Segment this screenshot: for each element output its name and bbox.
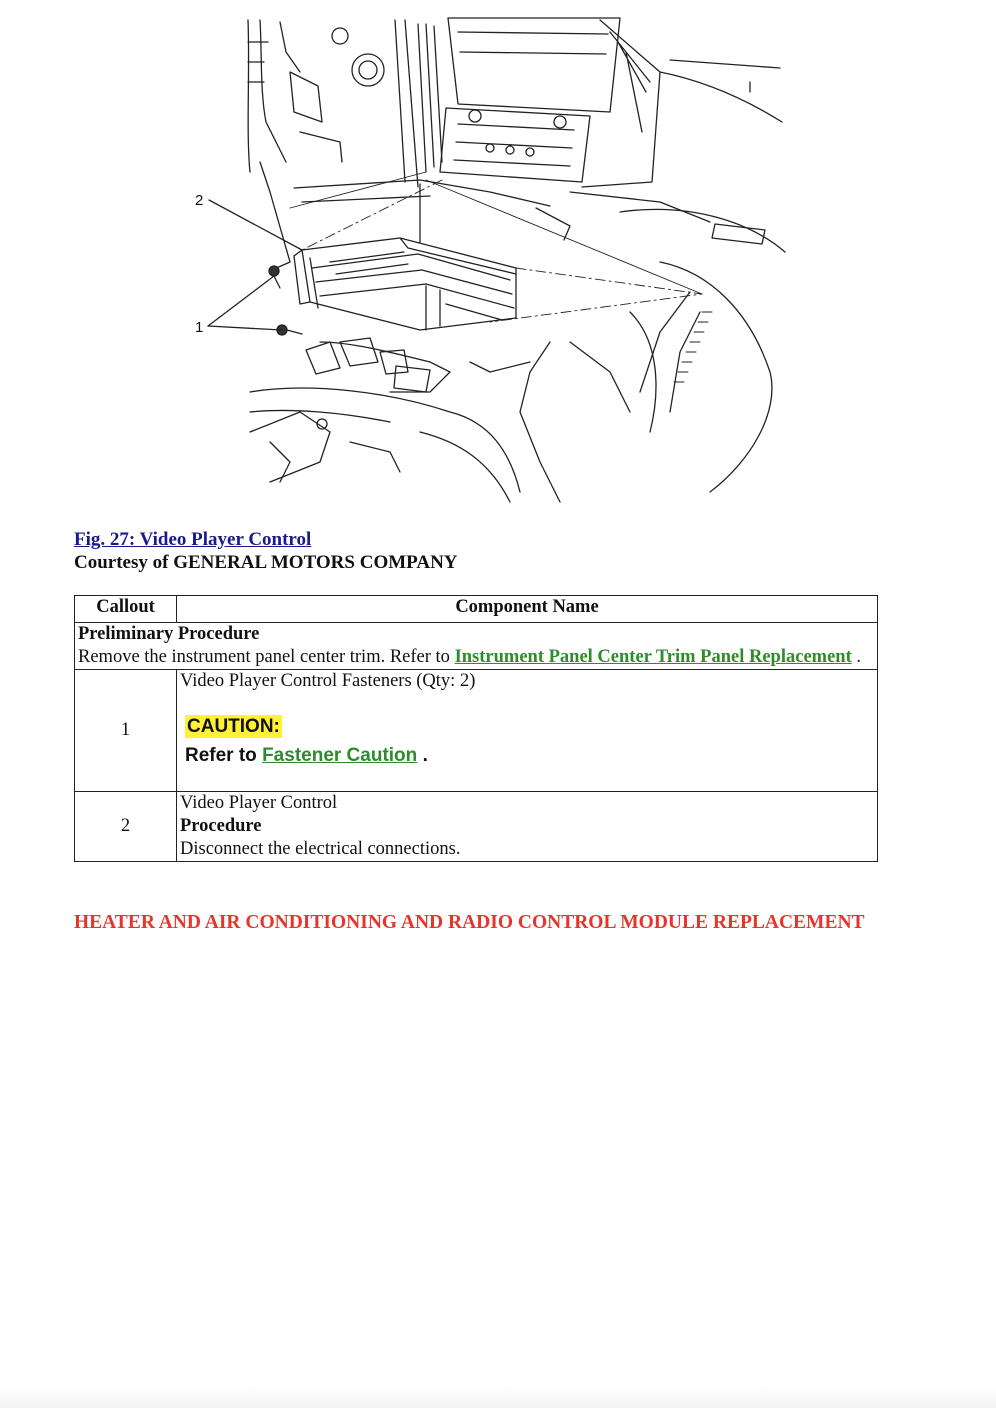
table-row	[75, 670, 878, 792]
callout-1-label: 1	[195, 319, 204, 336]
preliminary-after: .	[856, 647, 861, 667]
preliminary-title: Preliminary Procedure	[78, 624, 260, 644]
preliminary-row	[75, 623, 878, 670]
row-2-component	[177, 792, 878, 862]
row-1-component	[177, 670, 878, 792]
table-row	[75, 792, 878, 862]
row-1-callout: 1	[75, 670, 177, 792]
video-player-control-figure	[190, 12, 790, 504]
row-2-name: Video Player Control	[180, 793, 338, 813]
caution-prefix: Refer to	[185, 745, 257, 766]
header-component-name: Component Name	[177, 596, 878, 623]
row-2-procedure-text: Disconnect the electrical connections.	[180, 839, 461, 859]
table-header-row	[75, 596, 878, 623]
figure-caption-link[interactable]: Fig. 27: Video Player Control	[74, 529, 312, 550]
figure-courtesy: Courtesy of GENERAL MOTORS COMPANY	[74, 552, 458, 573]
instrument-panel-trim-link[interactable]: Instrument Panel Center Trim Panel Replacement	[454, 647, 852, 667]
next-section-heading: HEATER AND AIR CONDITIONING AND RADIO CONTROL MODULE REPLACEMENT	[74, 912, 865, 933]
row-2-callout: 2	[75, 792, 177, 862]
preliminary-cell	[75, 623, 878, 670]
row-2-procedure-title: Procedure	[180, 816, 262, 836]
page-bottom-edge	[0, 1386, 996, 1408]
callout-table	[74, 595, 878, 862]
preliminary-text: Remove the instrument panel center trim. Refer to	[78, 647, 450, 667]
caution-text	[185, 744, 874, 767]
fastener-caution-link[interactable]: Fastener Caution	[262, 745, 418, 766]
row-1-name: Video Player Control Fasteners (Qty: 2)	[180, 671, 476, 691]
caution-block	[180, 715, 874, 767]
callout-2-label: 2	[195, 192, 204, 209]
figure-caption	[74, 529, 311, 551]
caution-label: CAUTION:	[187, 716, 280, 737]
header-callout: Callout	[75, 596, 177, 623]
caution-after: .	[422, 745, 428, 766]
